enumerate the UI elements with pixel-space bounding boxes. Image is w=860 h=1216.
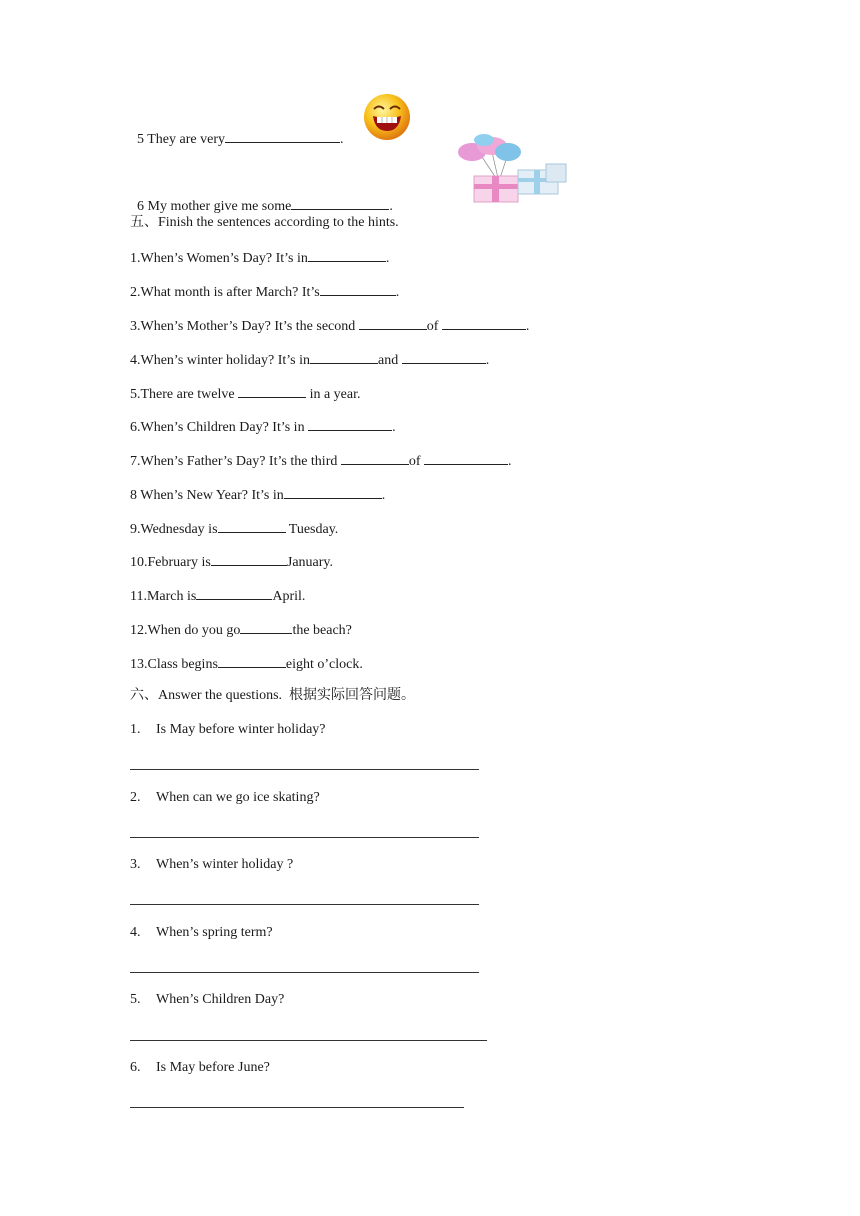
sentence-text: 3.When’s Mother’s Day? It’s the second (130, 319, 359, 334)
answer-line[interactable] (130, 837, 479, 838)
answer-blank[interactable] (402, 351, 486, 364)
exercise-line (130, 283, 399, 301)
answer-blank[interactable] (211, 553, 287, 566)
sentence-end: in a year. (306, 387, 361, 402)
question-line (130, 1060, 270, 1076)
sentence-text: My mother give me some (147, 199, 292, 214)
answer-blank[interactable] (225, 130, 340, 143)
smiley-face-icon (362, 92, 412, 142)
sentence-text: 4.When’s winter holiday? It’s in (130, 353, 311, 368)
answer-blank[interactable] (359, 317, 427, 330)
answer-blank[interactable] (310, 351, 378, 364)
sentence-end: . (392, 420, 396, 435)
answer-line[interactable] (130, 1040, 487, 1041)
question-text: When’s spring term? (156, 925, 273, 940)
sentence-text: 10.February is (130, 555, 211, 570)
exercise-line (130, 553, 333, 571)
question-line (130, 857, 293, 873)
balloons-gift-boxes-icon (452, 134, 574, 206)
answer-blank[interactable] (308, 249, 386, 262)
exercise-line (130, 452, 512, 470)
item-number: 2. (130, 790, 141, 805)
exercise-line (130, 114, 343, 148)
exercise-line (130, 181, 393, 215)
answer-line[interactable] (130, 1107, 464, 1108)
sentence-text: They are very (147, 132, 225, 147)
item-number: 5 (137, 132, 144, 147)
exercise-line (130, 249, 389, 267)
sentence-end: . (525, 319, 530, 334)
question-line (130, 790, 320, 806)
section-heading: 六、Answer the questions. 根据实际回答问题。 (130, 688, 416, 703)
exercise-line (130, 486, 385, 504)
sentence-end: January. (286, 555, 334, 570)
answer-line[interactable] (130, 904, 479, 905)
sentence-end: the beach? (292, 623, 352, 638)
sentence-text: and (378, 353, 402, 368)
item-number: 6. (130, 1060, 141, 1075)
sentence-text: 8 When’s New Year? It’s in (130, 488, 284, 503)
exercise-line (130, 317, 529, 335)
sentence-text: 1.When’s Women’s Day? It’s in (130, 251, 308, 266)
answer-blank[interactable] (284, 486, 382, 499)
exercise-line (130, 385, 360, 403)
exercise-line (130, 587, 305, 605)
question-text: Is May before June? (156, 1060, 270, 1075)
exercise-line (130, 520, 338, 538)
sentence-text: of (426, 319, 442, 334)
sentence-text: 11.March is (130, 589, 197, 604)
sentence-end: April. (272, 589, 306, 604)
sentence-end: . (385, 251, 390, 266)
item-number: 5. (130, 992, 141, 1007)
question-line (130, 925, 273, 941)
sentence-text: 5.There are twelve (130, 387, 239, 402)
answer-blank[interactable] (308, 418, 392, 431)
answer-blank[interactable] (442, 317, 526, 330)
exercise-line (130, 418, 396, 436)
answer-blank[interactable] (218, 520, 286, 533)
answer-blank[interactable] (424, 452, 508, 465)
answer-line[interactable] (130, 972, 479, 973)
question-text: When can we go ice skating? (156, 790, 320, 805)
item-number: 1. (130, 722, 141, 737)
exercise-line (130, 621, 352, 639)
sentence-end: . (508, 454, 512, 469)
answer-blank[interactable] (238, 385, 306, 398)
sentence-text: 2.What month is after March? It’s (130, 285, 320, 300)
answer-line[interactable] (130, 769, 479, 770)
sentence-end: . (381, 488, 386, 503)
question-text: Is May before winter holiday? (156, 722, 326, 737)
answer-blank[interactable] (341, 452, 409, 465)
answer-blank[interactable] (218, 655, 286, 668)
answer-blank[interactable] (320, 283, 396, 296)
section-heading: 五、Finish the sentences according to the hints. (130, 215, 399, 230)
exercise-line (130, 655, 363, 673)
sentence-end: eight o’clock. (285, 657, 363, 672)
item-number: 3. (130, 857, 141, 872)
sentence-text: 7.When’s Father’s Day? It’s the third (130, 454, 341, 469)
sentence-text: 6.When’s Children Day? It’s in (130, 420, 309, 435)
answer-blank[interactable] (240, 621, 292, 634)
question-text: When’s Children Day? (156, 992, 285, 1007)
sentence-text: 9.Wednesday is (130, 522, 218, 537)
item-number: 6 (137, 199, 144, 214)
sentence-end: . (389, 199, 393, 214)
sentence-end: Tuesday. (285, 522, 339, 537)
question-line (130, 722, 326, 738)
answer-blank[interactable] (196, 587, 272, 600)
sentence-text: of (408, 454, 425, 469)
sentence-text: 13.Class begins (130, 657, 218, 672)
exercise-line (130, 351, 489, 369)
question-line (130, 992, 284, 1008)
question-text: When’s winter holiday ? (156, 857, 294, 872)
answer-blank[interactable] (291, 197, 389, 210)
sentence-end: . (395, 285, 400, 300)
sentence-end: . (485, 353, 490, 368)
sentence-end: . (339, 132, 344, 147)
sentence-text: 12.When do you go (130, 623, 241, 638)
item-number: 4. (130, 925, 141, 940)
